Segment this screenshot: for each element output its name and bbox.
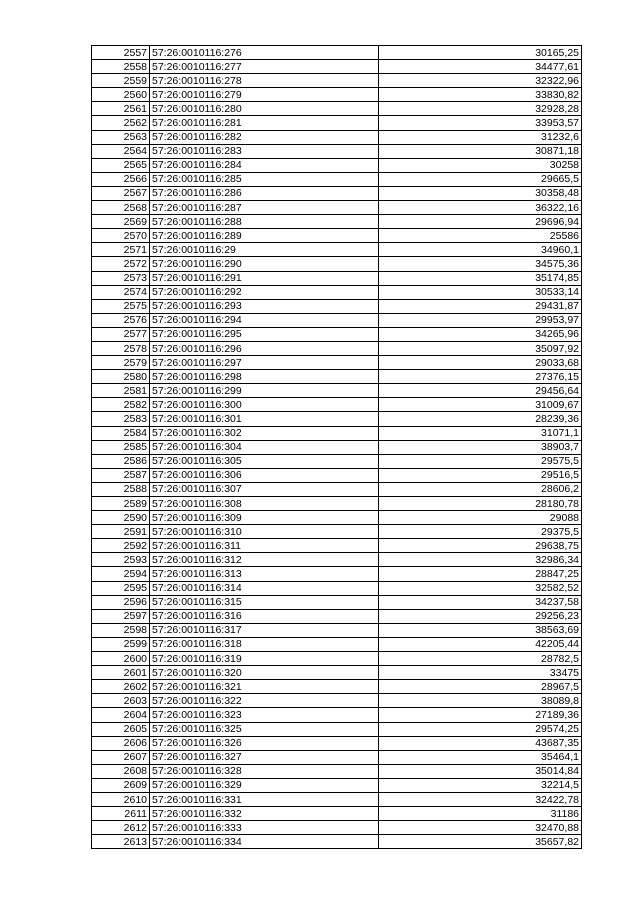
cadastral-number-cell: 57:26:0010116:277: [150, 60, 379, 74]
cadastral-number-cell: 57:26:0010116:29: [150, 243, 379, 257]
value-cell: 32986,34: [379, 553, 582, 567]
cadastral-number-cell: 57:26:0010116:286: [150, 186, 379, 200]
value-cell: 32214,5: [379, 778, 582, 792]
value-cell: 30871,18: [379, 144, 582, 158]
table-row: [92, 511, 582, 525]
cadastral-number-cell: 57:26:0010116:301: [150, 412, 379, 426]
cadastral-number-cell: 57:26:0010116:313: [150, 567, 379, 581]
row-number-cell: 2601: [92, 666, 150, 680]
value-cell: 36322,16: [379, 201, 582, 215]
cadastral-number-cell: 57:26:0010116:293: [150, 299, 379, 313]
value-cell: 29033,68: [379, 356, 582, 370]
table-row: [92, 130, 582, 144]
row-number-cell: 2612: [92, 821, 150, 835]
cadastral-number-cell: 57:26:0010116:326: [150, 736, 379, 750]
value-cell: 31009,67: [379, 398, 582, 412]
table-row: [92, 609, 582, 623]
cadastral-number-cell: 57:26:0010116:302: [150, 426, 379, 440]
table-row: [92, 158, 582, 172]
value-cell: 38903,7: [379, 440, 582, 454]
cadastral-number-cell: 57:26:0010116:287: [150, 201, 379, 215]
table-row: [92, 74, 582, 88]
table-row: [92, 666, 582, 680]
value-cell: 29516,5: [379, 468, 582, 482]
row-number-cell: 2605: [92, 722, 150, 736]
value-cell: 34575,36: [379, 257, 582, 271]
row-number-cell: 2572: [92, 257, 150, 271]
cadastral-number-cell: 57:26:0010116:307: [150, 482, 379, 496]
value-cell: 31071,1: [379, 426, 582, 440]
cadastral-number-cell: 57:26:0010116:292: [150, 285, 379, 299]
cadastral-number-cell: 57:26:0010116:328: [150, 764, 379, 778]
row-number-cell: 2561: [92, 102, 150, 116]
row-number-cell: 2607: [92, 750, 150, 764]
cadastral-number-cell: 57:26:0010116:314: [150, 581, 379, 595]
row-number-cell: 2597: [92, 609, 150, 623]
value-cell: 35014,84: [379, 764, 582, 778]
cadastral-number-cell: 57:26:0010116:310: [150, 525, 379, 539]
value-cell: 30358,48: [379, 186, 582, 200]
row-number-cell: 2559: [92, 74, 150, 88]
value-cell: 29088: [379, 511, 582, 525]
value-cell: 29375,5: [379, 525, 582, 539]
table-row: [92, 144, 582, 158]
row-number-cell: 2594: [92, 567, 150, 581]
value-cell: 35174,85: [379, 271, 582, 285]
value-cell: 43687,35: [379, 736, 582, 750]
cadastral-number-cell: 57:26:0010116:318: [150, 637, 379, 651]
value-cell: 28180,78: [379, 497, 582, 511]
cadastral-number-cell: 57:26:0010116:281: [150, 116, 379, 130]
row-number-cell: 2609: [92, 778, 150, 792]
cadastral-number-cell: 57:26:0010116:297: [150, 356, 379, 370]
cadastral-number-cell: 57:26:0010116:322: [150, 694, 379, 708]
cadastral-number-cell: 57:26:0010116:316: [150, 609, 379, 623]
table-row: [92, 792, 582, 806]
row-number-cell: 2581: [92, 384, 150, 398]
row-number-cell: 2592: [92, 539, 150, 553]
row-number-cell: 2610: [92, 792, 150, 806]
table-row: [92, 229, 582, 243]
table-row: [92, 722, 582, 736]
table-row: [92, 652, 582, 666]
table-row: [92, 102, 582, 116]
row-number-cell: 2591: [92, 525, 150, 539]
row-number-cell: 2587: [92, 468, 150, 482]
row-number-cell: 2573: [92, 271, 150, 285]
value-cell: 33953,57: [379, 116, 582, 130]
cadastral-number-cell: 57:26:0010116:327: [150, 750, 379, 764]
cadastral-number-cell: 57:26:0010116:279: [150, 88, 379, 102]
row-number-cell: 2600: [92, 652, 150, 666]
table-row: [92, 356, 582, 370]
row-number-cell: 2565: [92, 158, 150, 172]
cadastral-number-cell: 57:26:0010116:321: [150, 680, 379, 694]
row-number-cell: 2571: [92, 243, 150, 257]
row-number-cell: 2599: [92, 637, 150, 651]
cadastral-number-cell: 57:26:0010116:332: [150, 807, 379, 821]
row-number-cell: 2590: [92, 511, 150, 525]
row-number-cell: 2580: [92, 370, 150, 384]
row-number-cell: 2563: [92, 130, 150, 144]
row-number-cell: 2595: [92, 581, 150, 595]
row-number-cell: 2586: [92, 454, 150, 468]
cadastral-number-cell: 57:26:0010116:333: [150, 821, 379, 835]
value-cell: 30165,25: [379, 46, 582, 60]
table-row: [92, 313, 582, 327]
value-cell: 34477,61: [379, 60, 582, 74]
value-cell: 38089,8: [379, 694, 582, 708]
cadastral-number-cell: 57:26:0010116:298: [150, 370, 379, 384]
cadastral-number-cell: 57:26:0010116:331: [150, 792, 379, 806]
row-number-cell: 2564: [92, 144, 150, 158]
row-number-cell: 2569: [92, 215, 150, 229]
cadastral-number-cell: 57:26:0010116:296: [150, 341, 379, 355]
table-row: [92, 736, 582, 750]
table-row: [92, 186, 582, 200]
cadastral-number-cell: 57:26:0010116:320: [150, 666, 379, 680]
table-row: [92, 454, 582, 468]
cadastral-number-cell: 57:26:0010116:325: [150, 722, 379, 736]
cadastral-number-cell: 57:26:0010116:289: [150, 229, 379, 243]
cadastral-number-cell: 57:26:0010116:315: [150, 595, 379, 609]
cadastral-number-cell: 57:26:0010116:290: [150, 257, 379, 271]
value-cell: 32470,88: [379, 821, 582, 835]
value-cell: 29456,64: [379, 384, 582, 398]
table-row: [92, 88, 582, 102]
row-number-cell: 2568: [92, 201, 150, 215]
table-row: [92, 497, 582, 511]
table-row: [92, 482, 582, 496]
value-cell: 32322,96: [379, 74, 582, 88]
table-row: [92, 637, 582, 651]
cadastre-table: [91, 45, 582, 849]
value-cell: 29574,25: [379, 722, 582, 736]
table-row: [92, 680, 582, 694]
table-row: [92, 46, 582, 60]
cadastral-number-cell: 57:26:0010116:288: [150, 215, 379, 229]
row-number-cell: 2611: [92, 807, 150, 821]
cadastral-number-cell: 57:26:0010116:306: [150, 468, 379, 482]
value-cell: 29638,75: [379, 539, 582, 553]
cadastral-number-cell: 57:26:0010116:300: [150, 398, 379, 412]
table-row: [92, 285, 582, 299]
value-cell: 31232,6: [379, 130, 582, 144]
table-row: [92, 201, 582, 215]
cadastral-number-cell: 57:26:0010116:304: [150, 440, 379, 454]
row-number-cell: 2558: [92, 60, 150, 74]
row-number-cell: 2608: [92, 764, 150, 778]
table-row: [92, 341, 582, 355]
row-number-cell: 2567: [92, 186, 150, 200]
table-row: [92, 807, 582, 821]
table-row: [92, 835, 582, 849]
row-number-cell: 2602: [92, 680, 150, 694]
value-cell: 28239,36: [379, 412, 582, 426]
cadastral-number-cell: 57:26:0010116:284: [150, 158, 379, 172]
row-number-cell: 2577: [92, 327, 150, 341]
table-row: [92, 821, 582, 835]
table-row: [92, 553, 582, 567]
row-number-cell: 2598: [92, 623, 150, 637]
cadastral-number-cell: 57:26:0010116:312: [150, 553, 379, 567]
table-row: [92, 595, 582, 609]
table-row: [92, 623, 582, 637]
row-number-cell: 2570: [92, 229, 150, 243]
table-row: [92, 525, 582, 539]
table-row: [92, 116, 582, 130]
table-row: [92, 764, 582, 778]
row-number-cell: 2588: [92, 482, 150, 496]
value-cell: 29431,87: [379, 299, 582, 313]
table-row: [92, 412, 582, 426]
table-row: [92, 581, 582, 595]
cadastral-number-cell: 57:26:0010116:278: [150, 74, 379, 88]
value-cell: 30533,14: [379, 285, 582, 299]
table-row: [92, 539, 582, 553]
value-cell: 34960,1: [379, 243, 582, 257]
row-number-cell: 2589: [92, 497, 150, 511]
row-number-cell: 2575: [92, 299, 150, 313]
value-cell: 33830,82: [379, 88, 582, 102]
cadastral-number-cell: 57:26:0010116:294: [150, 313, 379, 327]
table-row: [92, 384, 582, 398]
value-cell: 28967,5: [379, 680, 582, 694]
value-cell: 29575,5: [379, 454, 582, 468]
cadastral-number-cell: 57:26:0010116:329: [150, 778, 379, 792]
table-row: [92, 172, 582, 186]
cadastral-number-cell: 57:26:0010116:308: [150, 497, 379, 511]
row-number-cell: 2579: [92, 356, 150, 370]
row-number-cell: 2613: [92, 835, 150, 849]
value-cell: 29953,97: [379, 313, 582, 327]
row-number-cell: 2584: [92, 426, 150, 440]
cadastral-number-cell: 57:26:0010116:334: [150, 835, 379, 849]
value-cell: 31186: [379, 807, 582, 821]
value-cell: 32422,78: [379, 792, 582, 806]
value-cell: 29256,23: [379, 609, 582, 623]
row-number-cell: 2560: [92, 88, 150, 102]
table-row: [92, 708, 582, 722]
row-number-cell: 2585: [92, 440, 150, 454]
row-number-cell: 2583: [92, 412, 150, 426]
row-number-cell: 2593: [92, 553, 150, 567]
table-row: [92, 215, 582, 229]
table-row: [92, 778, 582, 792]
value-cell: 30258: [379, 158, 582, 172]
row-number-cell: 2603: [92, 694, 150, 708]
cadastral-number-cell: 57:26:0010116:295: [150, 327, 379, 341]
table-row: [92, 694, 582, 708]
table-row: [92, 750, 582, 764]
row-number-cell: 2582: [92, 398, 150, 412]
row-number-cell: 2596: [92, 595, 150, 609]
value-cell: 33475: [379, 666, 582, 680]
value-cell: 29665,5: [379, 172, 582, 186]
table-row: [92, 299, 582, 313]
table-row: [92, 398, 582, 412]
cadastral-number-cell: 57:26:0010116:291: [150, 271, 379, 285]
value-cell: 42205,44: [379, 637, 582, 651]
table-row: [92, 271, 582, 285]
row-number-cell: 2566: [92, 172, 150, 186]
table-row: [92, 468, 582, 482]
value-cell: 28606,2: [379, 482, 582, 496]
row-number-cell: 2557: [92, 46, 150, 60]
table-row: [92, 426, 582, 440]
row-number-cell: 2604: [92, 708, 150, 722]
table-row: [92, 60, 582, 74]
row-number-cell: 2574: [92, 285, 150, 299]
value-cell: 38563,69: [379, 623, 582, 637]
value-cell: 35097,92: [379, 341, 582, 355]
row-number-cell: 2606: [92, 736, 150, 750]
cadastral-number-cell: 57:26:0010116:280: [150, 102, 379, 116]
cadastral-number-cell: 57:26:0010116:317: [150, 623, 379, 637]
cadastral-number-cell: 57:26:0010116:276: [150, 46, 379, 60]
table-row: [92, 327, 582, 341]
cadastral-number-cell: 57:26:0010116:285: [150, 172, 379, 186]
table-row: [92, 243, 582, 257]
cadastral-number-cell: 57:26:0010116:305: [150, 454, 379, 468]
cadastral-number-cell: 57:26:0010116:311: [150, 539, 379, 553]
cadastral-number-cell: 57:26:0010116:319: [150, 652, 379, 666]
row-number-cell: 2576: [92, 313, 150, 327]
value-cell: 28782,5: [379, 652, 582, 666]
value-cell: 28847,25: [379, 567, 582, 581]
value-cell: 34237,58: [379, 595, 582, 609]
value-cell: 32582,52: [379, 581, 582, 595]
table-body: [92, 46, 582, 849]
value-cell: 25586: [379, 229, 582, 243]
cadastral-number-cell: 57:26:0010116:282: [150, 130, 379, 144]
table-row: [92, 440, 582, 454]
value-cell: 35657,82: [379, 835, 582, 849]
table-row: [92, 257, 582, 271]
row-number-cell: 2562: [92, 116, 150, 130]
cadastral-number-cell: 57:26:0010116:309: [150, 511, 379, 525]
cadastral-number-cell: 57:26:0010116:323: [150, 708, 379, 722]
value-cell: 35464,1: [379, 750, 582, 764]
table-row: [92, 567, 582, 581]
value-cell: 27189,36: [379, 708, 582, 722]
table-row: [92, 370, 582, 384]
value-cell: 32928,28: [379, 102, 582, 116]
cadastral-number-cell: 57:26:0010116:283: [150, 144, 379, 158]
value-cell: 27376,15: [379, 370, 582, 384]
value-cell: 34265,96: [379, 327, 582, 341]
value-cell: 29696,94: [379, 215, 582, 229]
cadastral-number-cell: 57:26:0010116:299: [150, 384, 379, 398]
row-number-cell: 2578: [92, 341, 150, 355]
